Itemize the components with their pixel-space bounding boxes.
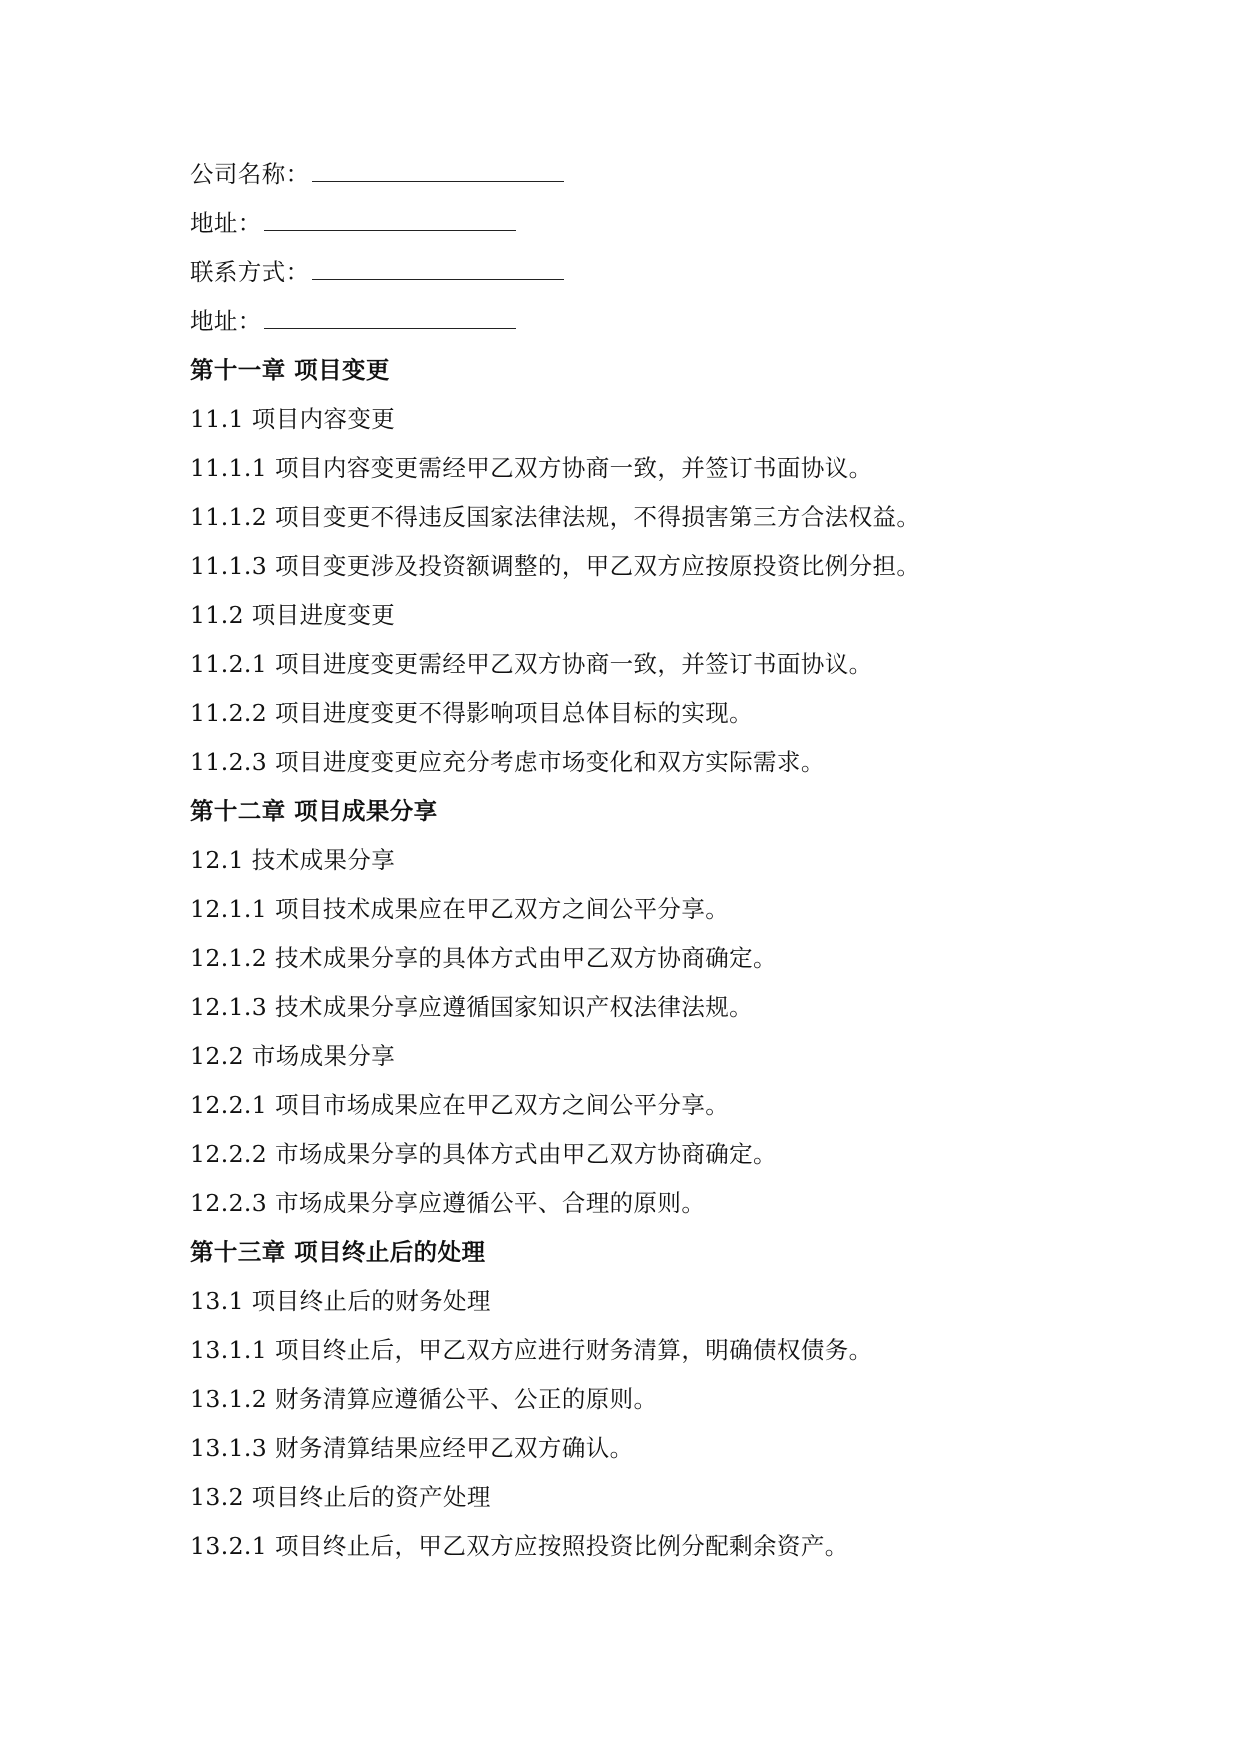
clause: 11.1.3 项目变更涉及投资额调整的，甲乙双方应按原投资比例分担。 bbox=[190, 552, 921, 580]
clause: 13.1.1 项目终止后，甲乙双方应进行财务清算，明确债权债务。 bbox=[190, 1336, 873, 1364]
clause: 12.2.3 市场成果分享应遵循公平、合理的原则。 bbox=[190, 1189, 706, 1217]
address-field bbox=[190, 297, 1150, 346]
company-name-field bbox=[190, 150, 1150, 199]
clause: 11.1.2 项目变更不得违反国家法律法规，不得损害第三方合法权益。 bbox=[190, 503, 921, 531]
clause: 12.1.1 项目技术成果应在甲乙双方之间公平分享。 bbox=[190, 895, 730, 923]
chapter-heading: 第十三章 项目终止后的处理 bbox=[190, 1238, 486, 1266]
clause: 11.2.1 项目进度变更需经甲乙双方协商一致，并签订书面协议。 bbox=[190, 650, 873, 678]
clause: 11.2.3 项目进度变更应充分考虑市场变化和双方实际需求。 bbox=[190, 748, 825, 776]
section-title: 13.2 项目终止后的资产处理 bbox=[190, 1483, 491, 1511]
section-title: 11.2 项目进度变更 bbox=[190, 601, 396, 629]
clause: 11.2.2 项目进度变更不得影响项目总体目标的实现。 bbox=[190, 699, 754, 727]
address-field bbox=[190, 199, 1150, 248]
section-title: 12.1 技术成果分享 bbox=[190, 846, 396, 874]
clause: 13.1.2 财务清算应遵循公平、公正的原则。 bbox=[190, 1385, 658, 1413]
clause: 12.2.1 项目市场成果应在甲乙双方之间公平分享。 bbox=[190, 1091, 730, 1119]
section-title: 13.1 项目终止后的财务处理 bbox=[190, 1287, 491, 1315]
clause: 11.1.1 项目内容变更需经甲乙双方协商一致，并签订书面协议。 bbox=[190, 454, 873, 482]
document-page bbox=[190, 150, 1150, 1571]
clause: 13.2.1 项目终止后，甲乙双方应按照投资比例分配剩余资产。 bbox=[190, 1532, 849, 1560]
contact-field bbox=[190, 248, 1150, 297]
clause: 12.1.3 技术成果分享应遵循国家知识产权法律法规。 bbox=[190, 993, 754, 1021]
clause: 12.2.2 市场成果分享的具体方式由甲乙双方协商确定。 bbox=[190, 1140, 777, 1168]
section-title: 12.2 市场成果分享 bbox=[190, 1042, 396, 1070]
clause: 12.1.2 技术成果分享的具体方式由甲乙双方协商确定。 bbox=[190, 944, 777, 972]
field-label: 地址： bbox=[190, 209, 262, 237]
blank-line bbox=[264, 199, 516, 231]
field-label: 地址： bbox=[190, 307, 262, 335]
field-label: 联系方式： bbox=[190, 258, 310, 286]
chapter-heading: 第十二章 项目成果分享 bbox=[190, 797, 438, 825]
blank-line bbox=[312, 150, 564, 182]
blank-line bbox=[312, 248, 564, 280]
field-label: 公司名称： bbox=[190, 160, 310, 188]
clause: 13.1.3 财务清算结果应经甲乙双方确认。 bbox=[190, 1434, 634, 1462]
blank-line bbox=[264, 297, 516, 329]
chapter-heading: 第十一章 项目变更 bbox=[190, 356, 390, 384]
section-title: 11.1 项目内容变更 bbox=[190, 405, 396, 433]
